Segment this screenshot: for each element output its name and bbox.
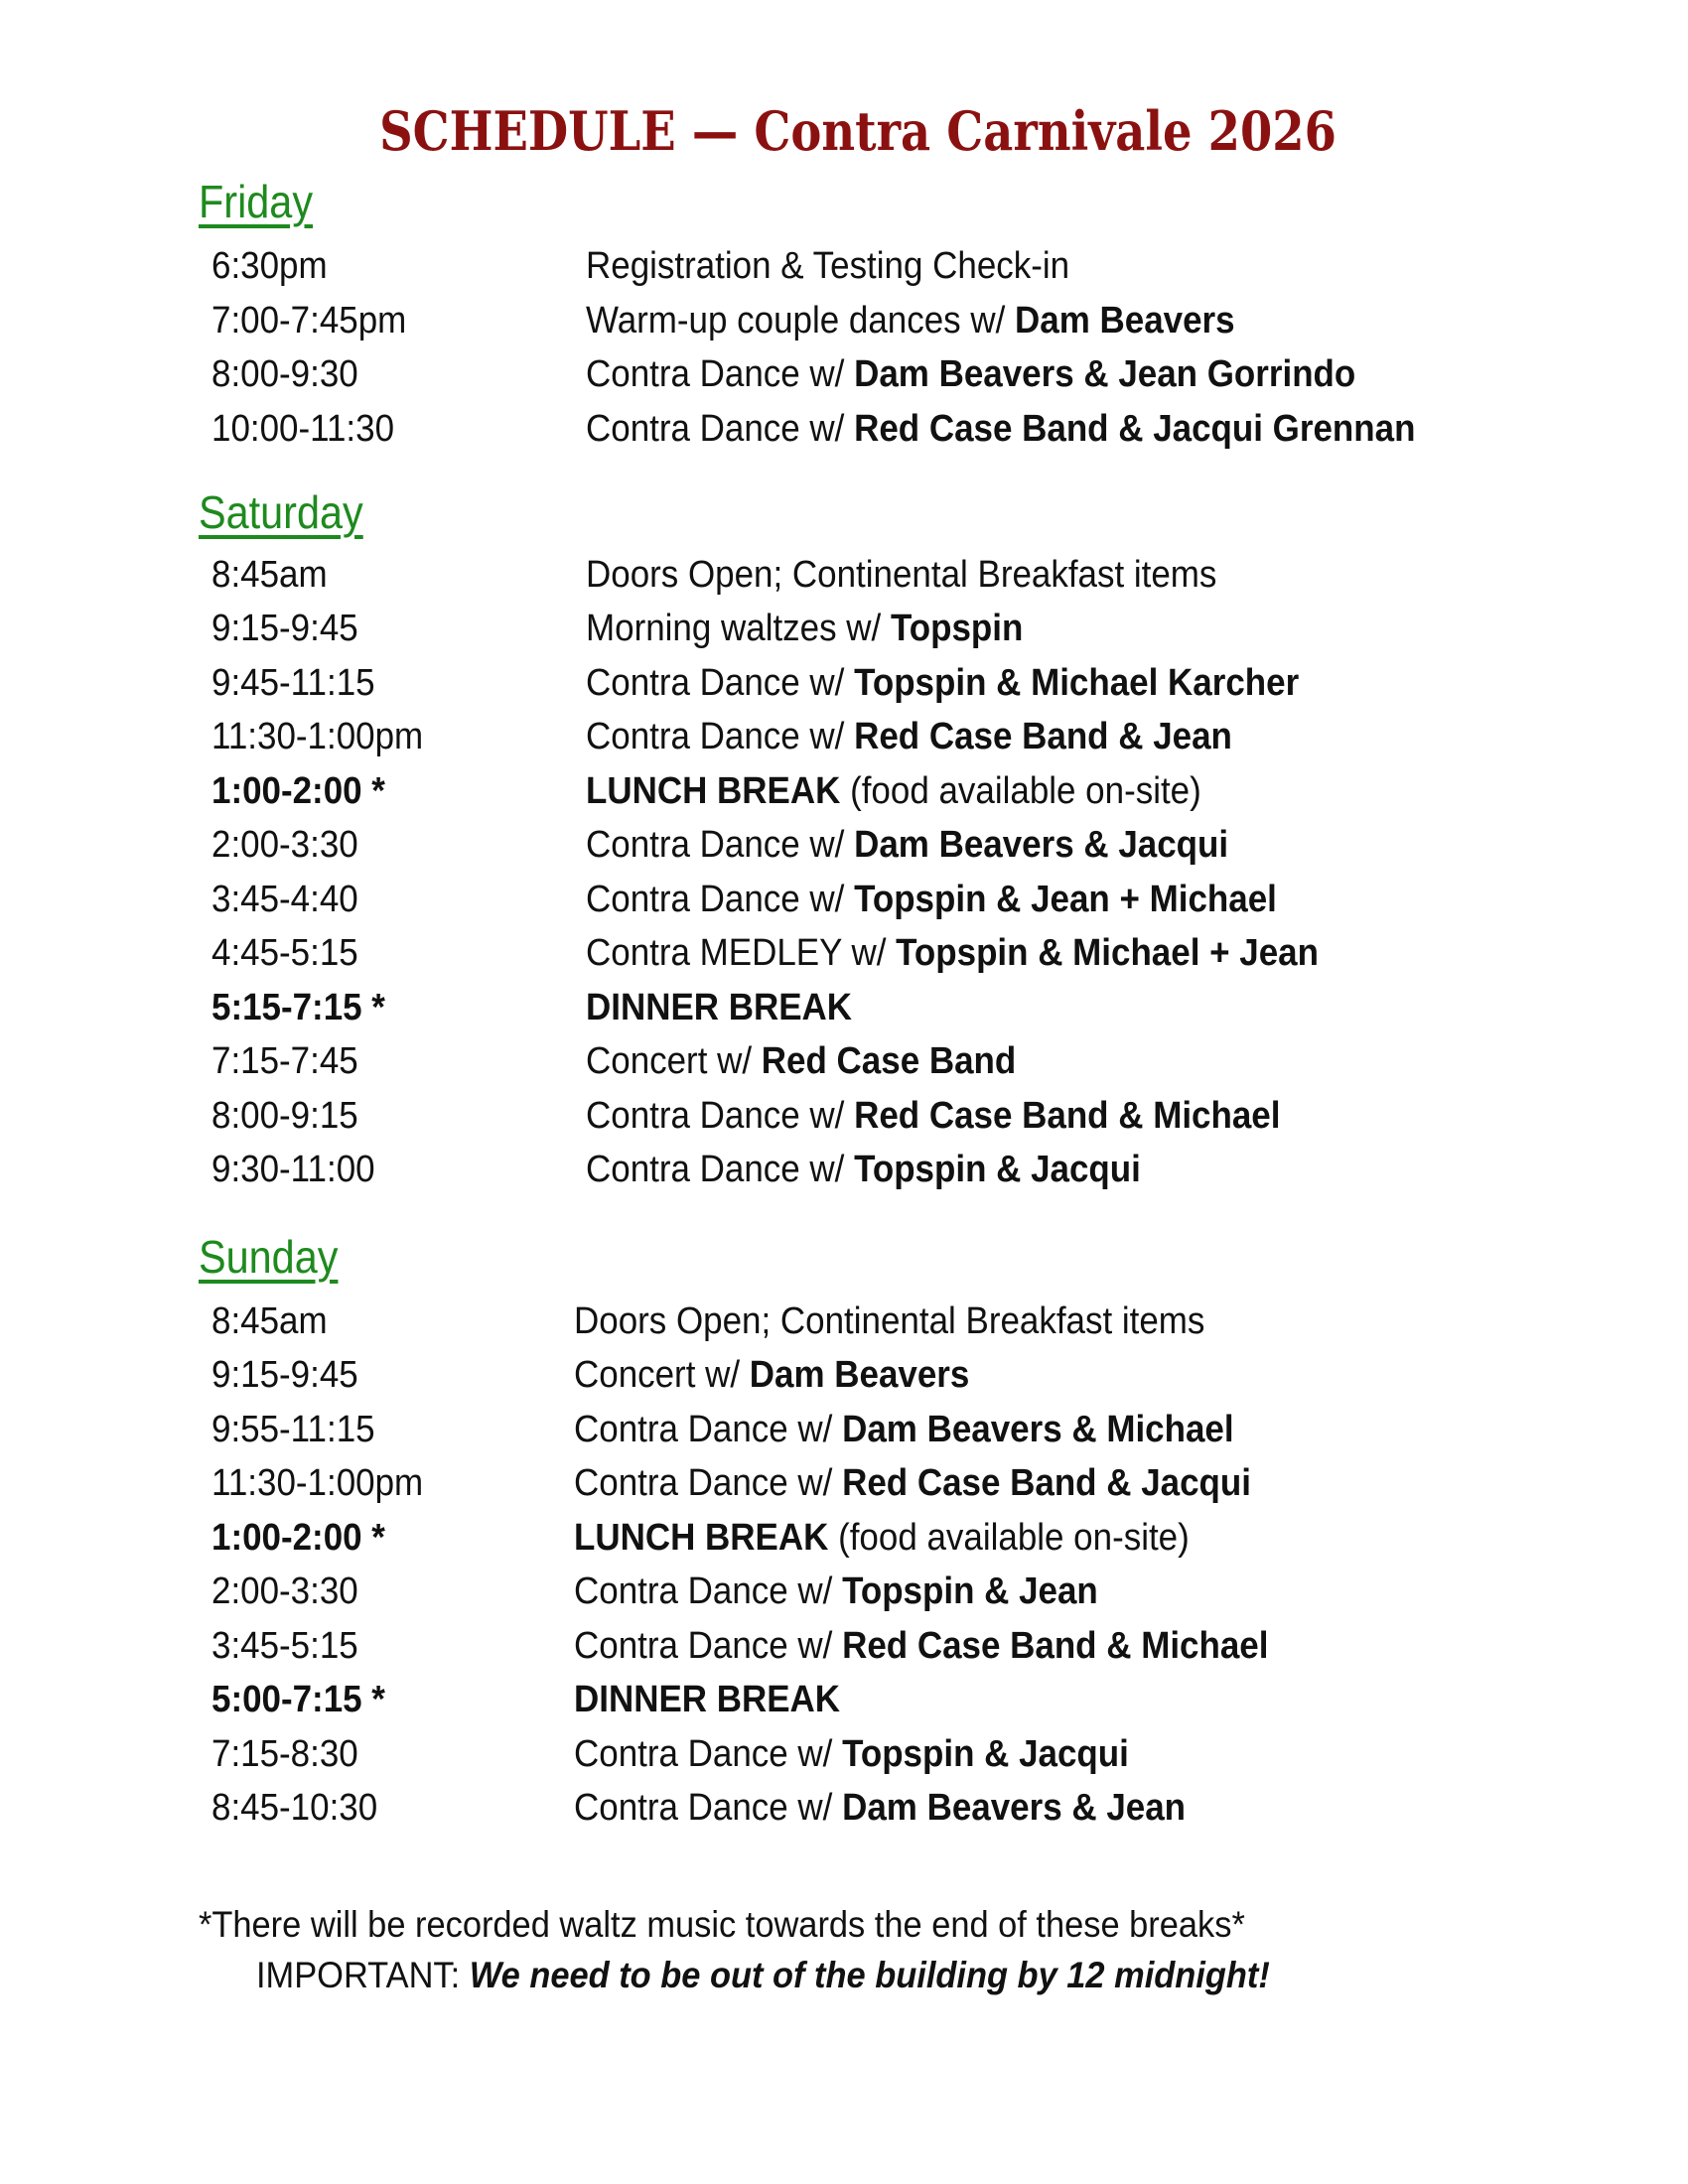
activity (574, 1727, 1129, 1781)
time: 9:15-9:45 (211, 608, 358, 649)
activity (574, 1456, 1251, 1510)
activity (586, 873, 1277, 926)
day-heading-saturday: Saturday (199, 486, 363, 538)
time: 4:45-5:15 (211, 932, 358, 974)
schedule-row (0, 1456, 1688, 1510)
performers: Topspin & Michael Karcher (854, 662, 1300, 704)
activity (586, 818, 1228, 872)
activity (586, 602, 1023, 655)
activity (574, 1673, 840, 1726)
performers: Red Case Band & Michael (842, 1625, 1269, 1667)
activity (586, 656, 1299, 710)
time: 3:45-4:40 (211, 879, 358, 920)
activity (586, 1143, 1141, 1196)
time: 5:15-7:15 * (211, 987, 385, 1028)
performers: Red Case Band & Jacqui (842, 1462, 1251, 1504)
activity (586, 402, 1415, 456)
activity-text: Contra Dance w/ (574, 1409, 843, 1450)
performers: Dam Beavers & Jacqui (854, 824, 1229, 866)
schedule-row (0, 347, 1688, 401)
activity (574, 1619, 1268, 1673)
activity-text: Contra Dance w/ (574, 1787, 843, 1829)
schedule-row-break (0, 981, 1688, 1034)
schedule-row (0, 1619, 1688, 1673)
activity-text: Contra Dance w/ (586, 662, 855, 704)
breaks-footnote: *There will be recorded waltz music towards the end of these breaks* (199, 1904, 1245, 1945)
activity-text: DINNER BREAK (574, 1679, 841, 1720)
activity-text: LUNCH BREAK (586, 770, 841, 812)
performers: Topspin & Jacqui (842, 1733, 1129, 1775)
activity (574, 1403, 1234, 1456)
time: 8:00-9:15 (211, 1095, 358, 1137)
activity-text: Contra Dance w/ (574, 1733, 843, 1775)
important-label: IMPORTANT: (256, 1955, 470, 1995)
performers: Red Case Band & Jacqui Grennan (854, 408, 1416, 450)
performers: Red Case Band & Jean (854, 716, 1232, 757)
schedule-row (0, 602, 1688, 655)
activity (586, 710, 1232, 763)
time: 9:30-11:00 (211, 1149, 375, 1190)
time: 10:00-11:30 (211, 408, 395, 450)
schedule-row (0, 873, 1688, 926)
time: 2:00-3:30 (211, 824, 358, 866)
activity-text: Contra Dance w/ (574, 1625, 843, 1667)
activity (574, 1295, 1204, 1348)
activity-text: Contra Dance w/ (574, 1570, 843, 1612)
activity-text: Doors Open; Continental Breakfast items (574, 1300, 1205, 1342)
performers: Dam Beavers & Jean (842, 1787, 1187, 1829)
schedule-row (0, 1403, 1688, 1456)
schedule-row (0, 239, 1688, 293)
important-text: We need to be out of the building by 12 midnight! (469, 1955, 1270, 1995)
activity-text: Contra Dance w/ (586, 879, 855, 920)
performers: Red Case Band & Michael (854, 1095, 1281, 1137)
schedule-row (0, 402, 1688, 456)
time: 5:00-7:15 * (211, 1679, 385, 1720)
activity (574, 1348, 969, 1402)
activity (574, 1511, 1190, 1565)
activity-text: Concert w/ (574, 1354, 750, 1396)
schedule-row (0, 1727, 1688, 1781)
schedule-row (0, 656, 1688, 710)
time: 9:15-9:45 (211, 1354, 358, 1396)
schedule-row-break (0, 764, 1688, 818)
activity-text: Registration & Testing Check-in (586, 245, 1070, 287)
schedule-row (0, 1348, 1688, 1402)
activity-text: Morning waltzes w/ (586, 608, 891, 649)
important-notice (256, 1955, 1270, 1996)
page-title: SCHEDULE — Contra Carnivale 2026 (379, 99, 1336, 163)
activity-text: Doors Open; Continental Breakfast items (586, 554, 1217, 596)
schedule-row (0, 710, 1688, 763)
activity-note: (food available on-site) (840, 770, 1201, 812)
schedule-row (0, 1781, 1688, 1835)
activity-text: Contra Dance w/ (586, 824, 855, 866)
time: 8:45am (211, 1300, 328, 1342)
activity-text: Contra MEDLEY w/ (586, 932, 897, 974)
time: 8:45am (211, 554, 328, 596)
schedule-row (0, 1565, 1688, 1618)
time: 7:15-8:30 (211, 1733, 358, 1775)
activity (574, 1781, 1186, 1835)
performers: Topspin & Jacqui (854, 1149, 1141, 1190)
performers: Dam Beavers & Jean Gorrindo (854, 353, 1356, 395)
time: 9:45-11:15 (211, 662, 375, 704)
performers: Topspin & Jean + Michael (854, 879, 1277, 920)
activity (586, 981, 852, 1034)
day-heading-friday: Friday (199, 176, 314, 227)
schedule-row (0, 1089, 1688, 1143)
activity-text: Contra Dance w/ (574, 1462, 843, 1504)
activity-text: Warm-up couple dances w/ (586, 300, 1016, 341)
activity-text: Contra Dance w/ (586, 716, 855, 757)
activity (586, 764, 1201, 818)
activity-text: Contra Dance w/ (586, 1149, 855, 1190)
performers: Dam Beavers (1015, 300, 1235, 341)
schedule-row (0, 1295, 1688, 1348)
activity (586, 1089, 1280, 1143)
activity (586, 1034, 1016, 1088)
schedule-row (0, 548, 1688, 602)
performers: Dam Beavers & Michael (842, 1409, 1234, 1450)
activity-text: Contra Dance w/ (586, 408, 855, 450)
activity-text: LUNCH BREAK (574, 1517, 829, 1559)
schedule-row-break (0, 1511, 1688, 1565)
time: 7:15-7:45 (211, 1040, 358, 1082)
time: 1:00-2:00 * (211, 770, 385, 812)
time: 9:55-11:15 (211, 1409, 375, 1450)
schedule-row-break (0, 1673, 1688, 1726)
schedule-row (0, 1034, 1688, 1088)
time: 7:00-7:45pm (211, 300, 407, 341)
performers: Topspin & Michael + Jean (896, 932, 1319, 974)
performers: Dam Beavers (749, 1354, 970, 1396)
performers: Topspin & Jean (842, 1570, 1098, 1612)
time: 1:00-2:00 * (211, 1517, 385, 1559)
activity (574, 1565, 1098, 1618)
performers: Red Case Band (761, 1040, 1017, 1082)
activity (586, 294, 1235, 347)
time: 8:00-9:30 (211, 353, 358, 395)
schedule-row (0, 294, 1688, 347)
time: 11:30-1:00pm (211, 1462, 424, 1504)
day-heading-sunday: Sunday (199, 1231, 339, 1283)
performers: Topspin (890, 608, 1024, 649)
activity-text: Concert w/ (586, 1040, 762, 1082)
schedule-row (0, 818, 1688, 872)
activity-text: Contra Dance w/ (586, 1095, 855, 1137)
time: 3:45-5:15 (211, 1625, 358, 1667)
time: 6:30pm (211, 245, 328, 287)
activity (586, 926, 1319, 980)
activity-text: Contra Dance w/ (586, 353, 855, 395)
time: 2:00-3:30 (211, 1570, 358, 1612)
activity (586, 347, 1355, 401)
schedule-row (0, 926, 1688, 980)
activity-text: DINNER BREAK (586, 987, 853, 1028)
activity-note: (food available on-site) (828, 1517, 1190, 1559)
time: 11:30-1:00pm (211, 716, 424, 757)
time: 8:45-10:30 (211, 1787, 378, 1829)
schedule-row (0, 1143, 1688, 1196)
activity (586, 239, 1069, 293)
activity (586, 548, 1216, 602)
